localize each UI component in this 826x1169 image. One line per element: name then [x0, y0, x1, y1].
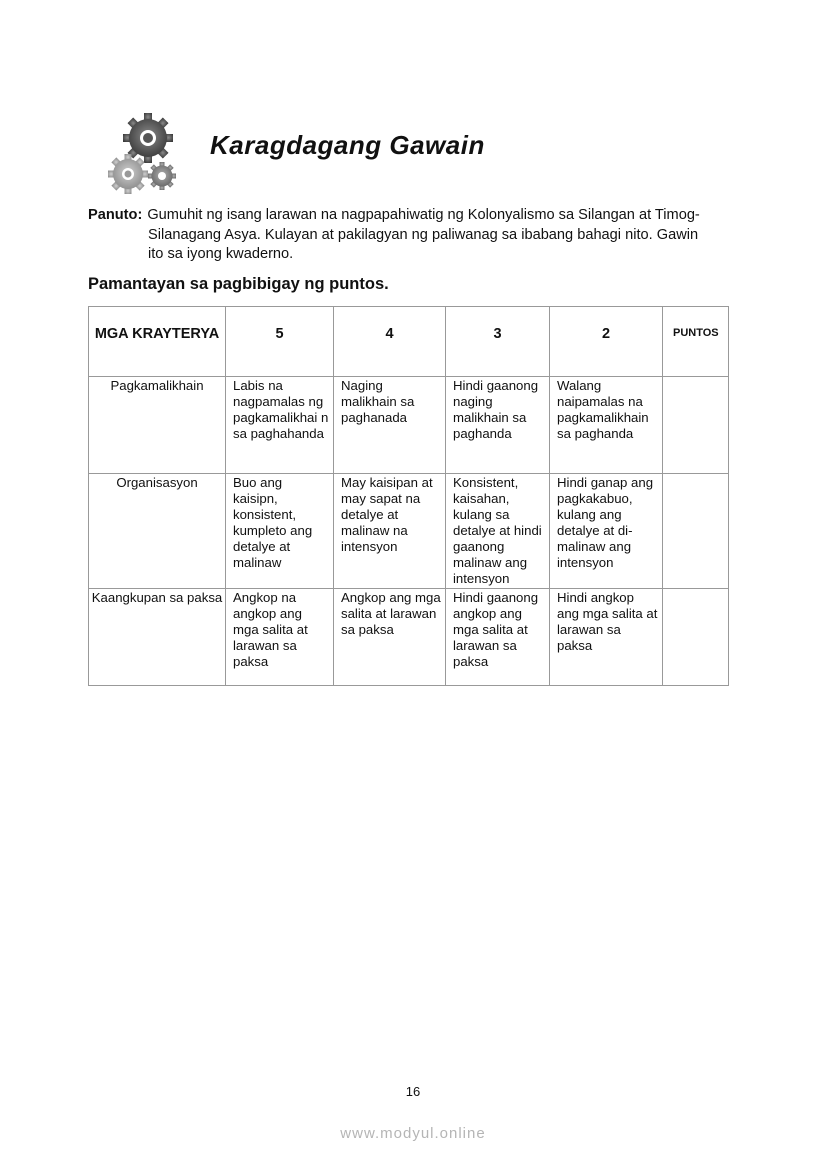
table-row — [89, 474, 729, 589]
score-2-cell: Hindi angkop ang mga salita at larawan sa paksa — [550, 589, 663, 686]
instructions — [88, 206, 728, 265]
header-score-2: 2 — [550, 307, 663, 377]
criterion-cell: Kaangkupan sa paksa — [89, 589, 226, 686]
section-title: Karagdagang Gawain — [210, 130, 485, 160]
score-3-cell: Konsistent, kaisahan, kulang sa detalye at hindi gaanong malinaw ang intensyon — [446, 474, 550, 589]
header-criteria: MGA KRAYTERYA — [89, 307, 226, 377]
score-3-cell: Hindi gaanong naging malikhain sa paghanda — [446, 377, 550, 474]
score-5-cell: Buo ang kaisipn, konsistent, kumpleto ang detalye at malinaw — [226, 474, 334, 589]
score-2-cell: Walang naipamalas na pagkamalikhain sa paghanda — [550, 377, 663, 474]
header-score-3: 3 — [446, 307, 550, 377]
puntos-cell — [663, 474, 729, 589]
score-3-cell: Hindi gaanong angkop ang mga salita at larawan sa paksa — [446, 589, 550, 686]
instructions-line: Gumuhit ng isang larawan na nagpapahiwatig ng Kolonyalismo sa Silangan at Timog- — [147, 207, 700, 223]
puntos-cell — [663, 377, 729, 474]
table-row — [89, 377, 729, 474]
rubric-heading: Pamantayan sa pagbibigay ng puntos. — [88, 275, 389, 293]
score-4-cell: May kaisipan at may sapat na detalye at malinaw na intensyon — [334, 474, 446, 589]
score-5-cell: Angkop na angkop ang mga salita at larawan sa paksa — [226, 589, 334, 686]
header-score-5: 5 — [226, 307, 334, 377]
score-2-cell: Hindi ganap ang pagkakabuo, kulang ang detalye at di-malinaw ang intensyon — [550, 474, 663, 589]
score-4-cell: Naging malikhain sa paghanada — [334, 377, 446, 474]
header-puntos: PUNTOS — [663, 307, 729, 377]
instructions-line: Silanagang Asya. Kulayan at pakilagyan ng paliwanag sa ibabang bahagi nito. Gawin — [148, 226, 699, 243]
instructions-label: Panuto: — [88, 207, 143, 223]
score-4-cell: Angkop ang mga salita at larawan sa paksa — [334, 589, 446, 686]
page-number: 16 — [405, 1084, 421, 1099]
score-5-cell: Labis na nagpamalas ng pagkamalikhai n sa paghahanda — [226, 377, 334, 474]
table-header-row — [89, 307, 729, 377]
header-score-4: 4 — [334, 307, 446, 377]
criterion-cell: Organisasyon — [89, 474, 226, 589]
table-row — [89, 589, 729, 686]
instructions-line: ito sa iyong kwaderno. — [148, 246, 294, 262]
criterion-cell: Pagkamalikhain — [89, 377, 226, 474]
gears-icon — [108, 112, 180, 196]
puntos-cell — [663, 589, 729, 686]
rubric-table — [88, 306, 729, 686]
watermark: www.modyul.online — [340, 1125, 486, 1142]
